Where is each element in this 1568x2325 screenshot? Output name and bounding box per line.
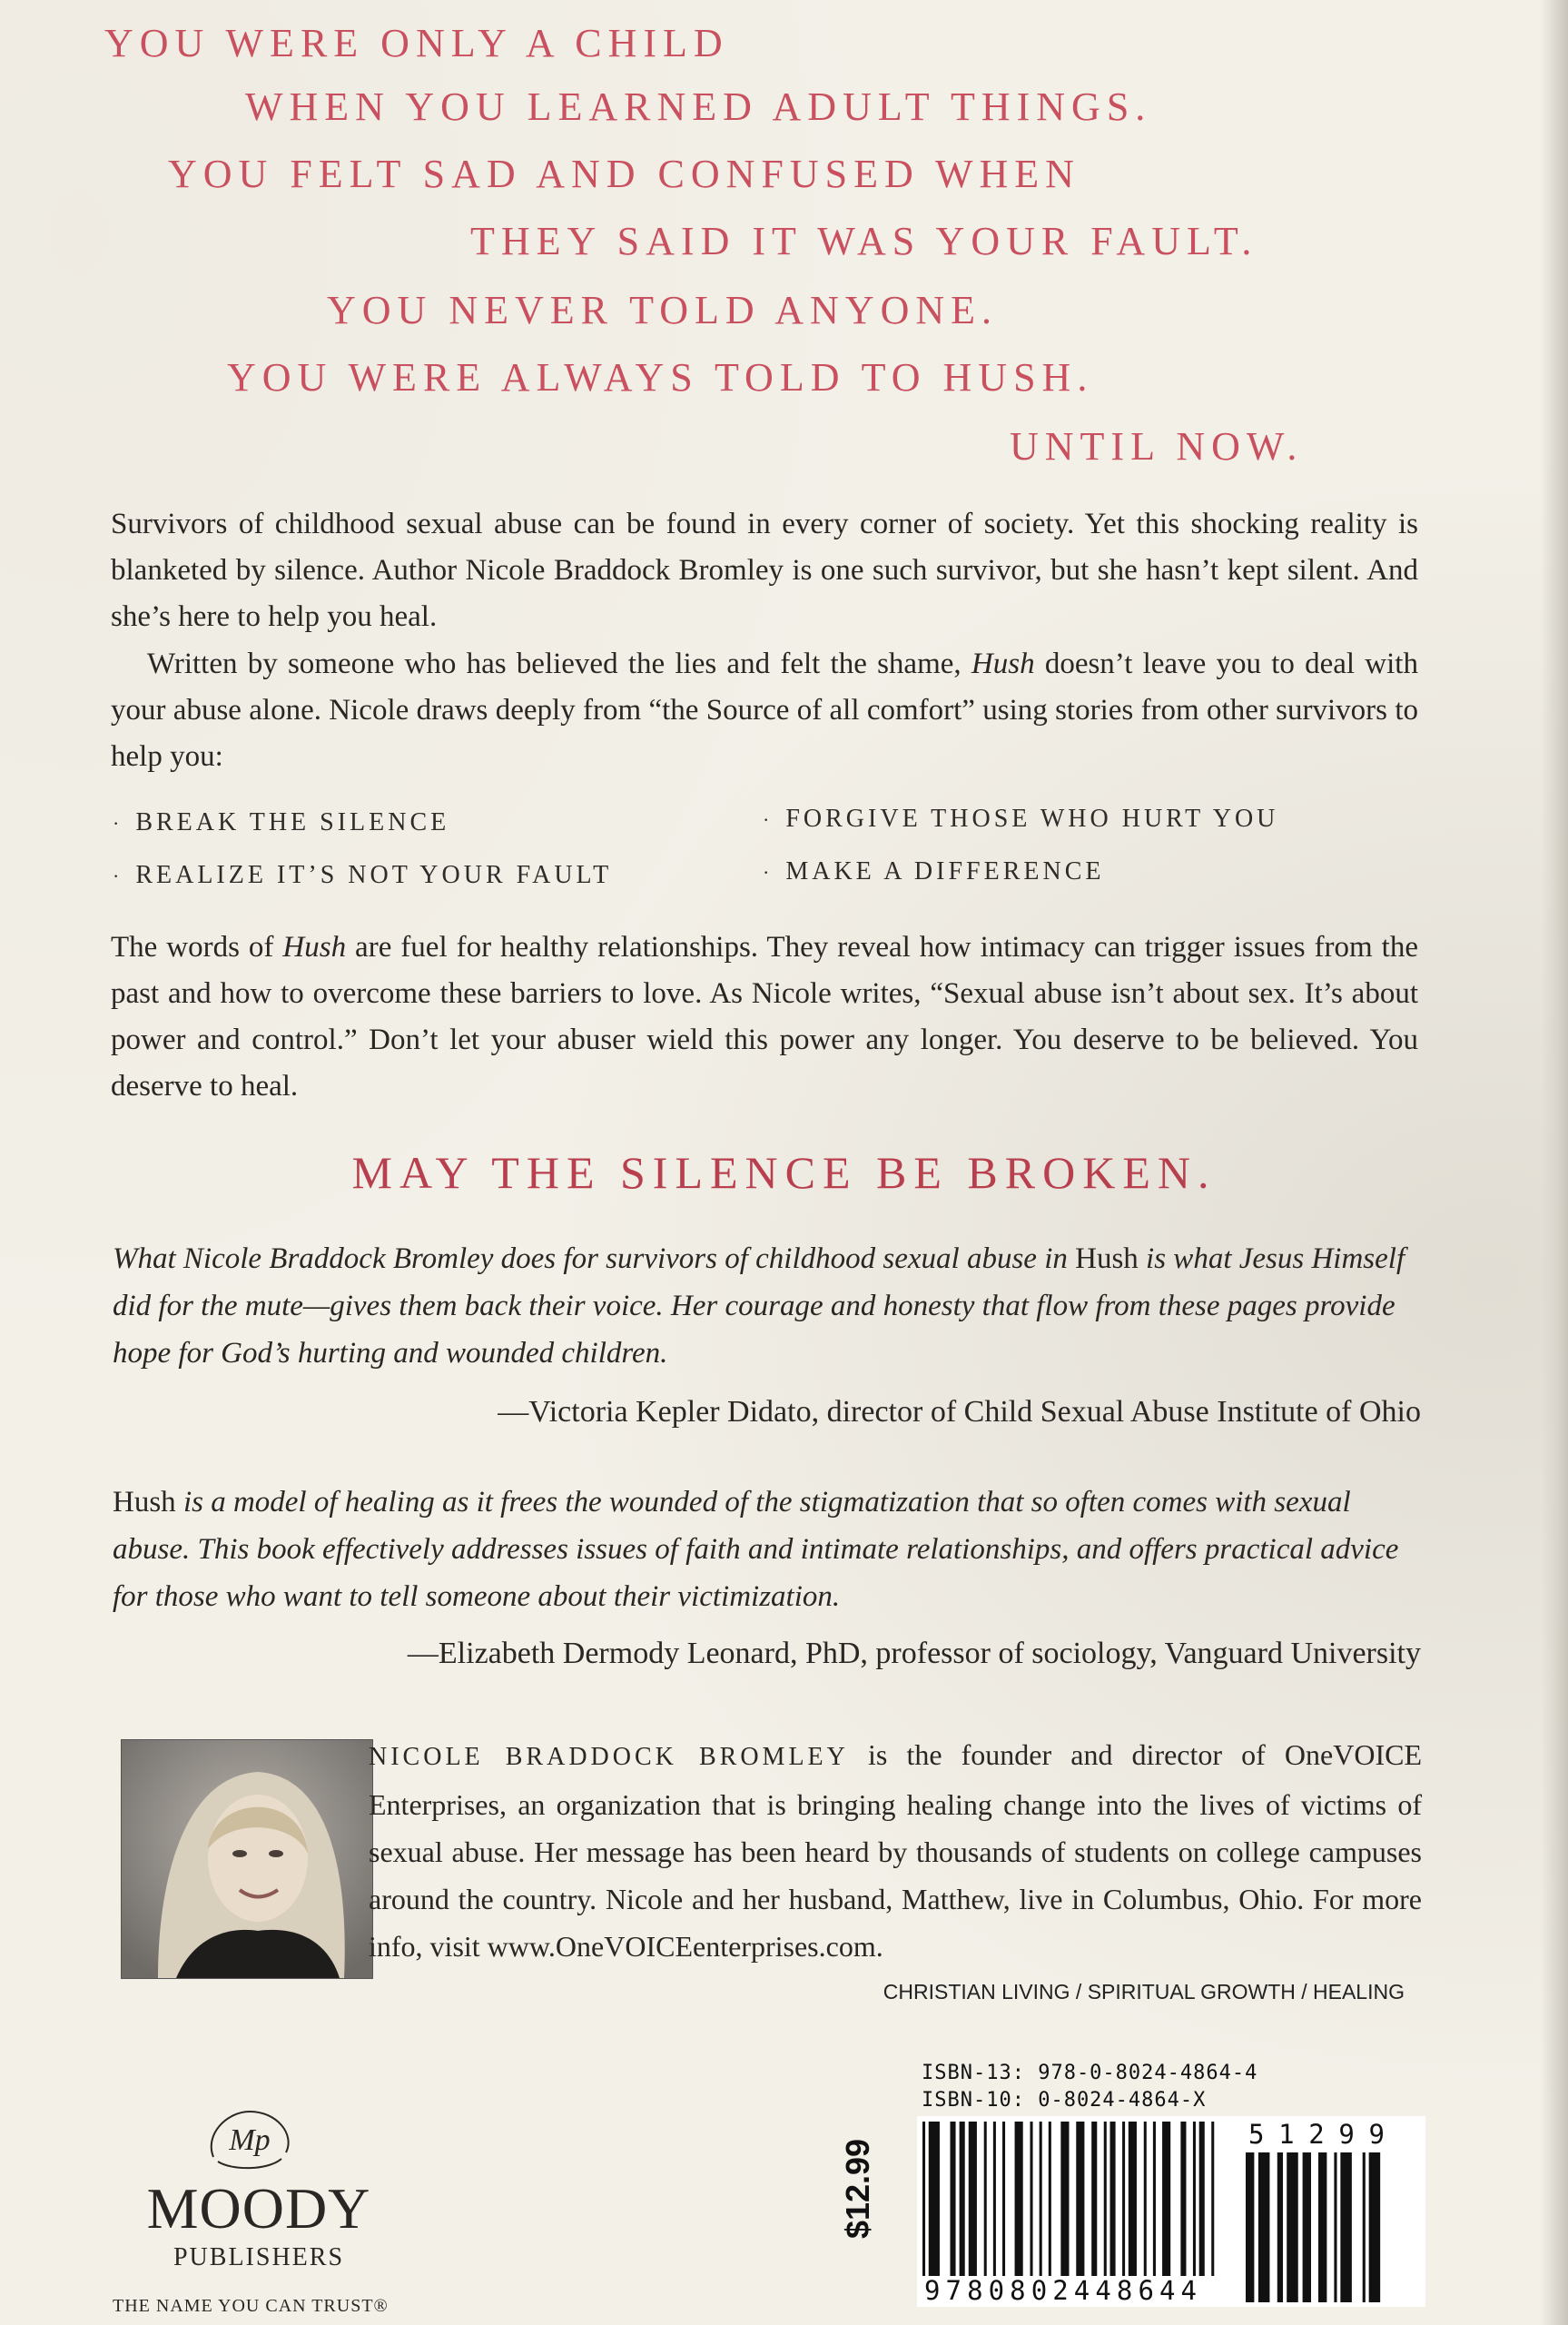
bullet-item: · BREAK THE SILENCE (113, 808, 450, 836)
endorsement-attribution: —Victoria Kepler Didato, director of Child Sexual Abuse Institute of Ohio (498, 1395, 1421, 1429)
barcode-bar (969, 2122, 977, 2276)
publisher-logo-icon (195, 2102, 304, 2179)
barcode-bar (1030, 2122, 1032, 2276)
barcode-bar (1153, 2122, 1156, 2276)
barcode-bar (1104, 2122, 1107, 2276)
barcode-bar (1369, 2152, 1381, 2302)
category-label: CHRISTIAN LIVING / SPIRITUAL GROWTH / HEALING (883, 1980, 1405, 2003)
book-title: Hush (282, 931, 347, 964)
publisher-name: MOODY (146, 2176, 371, 2241)
barcode-bar (1002, 2122, 1005, 2276)
barcode-bar (1258, 2152, 1270, 2302)
barcode-bar (1110, 2122, 1116, 2276)
bullet-item: · FORGIVE THOSE WHO HURT YOU (763, 805, 1279, 833)
endorsement-quote: What Nicole Braddock Bromley does for survivors of childhood sexual abuse in Hush is what Jesus Himself did for the mute—gives them back their voice. Her courage and honesty that flow from these pages provide hope for God’s hurting and wounded children. (113, 1242, 1405, 1370)
bullet-item: · MAKE A DIFFERENCE (763, 857, 1105, 885)
barcode-bar (1334, 2152, 1336, 2302)
barcode-bar (1193, 2122, 1196, 2276)
slogan: MAY THE SILENCE BE BROKEN. (351, 1147, 1217, 1198)
poem-line: THEY SAID IT WAS YOUR FAULT. (470, 219, 1258, 263)
barcode-bar (1318, 2152, 1326, 2302)
barcode-bar (1287, 2152, 1298, 2302)
barcode-bar (922, 2122, 925, 2276)
poem-line: YOU WERE ONLY A CHILD (104, 21, 729, 65)
barcode-bar (1363, 2152, 1366, 2302)
barcode-main-digits: 9780802448644 (924, 2275, 1197, 2306)
poem-line: WHEN YOU LEARNED ADULT THINGS. (245, 84, 1152, 129)
endorsement-quote: Hush is a model of healing as it frees the wounded of the stigmatization that so often comes with sexual abuse. This book effectively addresses issues of faith and intimate relationships, and offers practical advice for those who want to tell someone about their victimization. (113, 1486, 1399, 1613)
barcode-bar (1277, 2152, 1283, 2302)
barcode-bar (950, 2122, 955, 2276)
barcode-bar (1162, 2122, 1170, 2276)
barcode-bar (960, 2122, 965, 2276)
poem-line: YOU FELT SAD AND CONFUSED WHEN (168, 152, 1080, 196)
poem-line: UNTIL NOW. (1010, 424, 1304, 469)
barcode-bar (1040, 2122, 1042, 2276)
third-paragraph: The words of Hush are fuel for healthy relationships. They reveal how intimacy can trigger issues from the past and how to overcome these barriers to love. As Nicole writes, “Sexual abuse isn’t about sex. It’s about power and control.” Don’t let your abuser wield this power any longer. You deserve to be believed. You deserve to heal. (111, 931, 1418, 1103)
barcode-bar (1211, 2122, 1214, 2276)
second-paragraph: Written by someone who has believed the lies and felt the shame, Hush doesn’t leave you to deal with your abuse alone. Nicole draws deeply from “the Source of all comfort” using stories from other survivors to help you: (111, 648, 1418, 773)
poem-line: YOU NEVER TOLD ANYONE. (327, 288, 999, 332)
barcode-bar (1144, 2122, 1147, 2276)
author-photo (121, 1739, 373, 1979)
barcode-bar (1246, 2152, 1254, 2302)
barcode-bar (929, 2122, 940, 2276)
barcode-bar (1060, 2122, 1069, 2276)
barcode-addon-digits: 51299 (1248, 2119, 1385, 2150)
barcode (917, 2116, 1425, 2307)
publisher-tagline: THE NAME YOU CAN TRUST® (113, 2296, 389, 2316)
author-bio: NICOLE BRADDOCK BROMLEY is the founder and director of OneVOICE Enterprises, an organization that is bringing healing change into the lives of victims of sexual abuse. Her message has been heard by thousands of students on college campuses around the country. Nicole and her husband, Matthew, live in Columbus, Ohio. For more info, visit www.OneVOICEenterprises.com. (369, 1738, 1422, 1963)
barcode-bar (1049, 2122, 1051, 2276)
isbn10-label: ISBN-10: 0-8024-4864-X (922, 2089, 1207, 2112)
barcode-bar (984, 2122, 987, 2276)
barcode-bar (1199, 2122, 1205, 2276)
barcode-bar (1180, 2122, 1186, 2276)
barcode-bar (1076, 2122, 1084, 2276)
isbn13-label: ISBN-13: 978-0-8024-4864-4 (922, 2062, 1258, 2084)
poem-line: YOU WERE ALWAYS TOLD TO HUSH. (227, 355, 1094, 400)
publisher-subname: PUBLISHERS (173, 2243, 345, 2271)
barcode-bar (1122, 2122, 1125, 2276)
bullet-item: · REALIZE IT’S NOT YOUR FAULT (113, 861, 613, 889)
barcode-bar (1129, 2122, 1137, 2276)
barcode-bar (1303, 2152, 1311, 2302)
author-name: NICOLE BRADDOCK BROMLEY (369, 1743, 849, 1771)
barcode-bar (1015, 2122, 1023, 2276)
barcode-bar (1091, 2122, 1097, 2276)
intro-paragraph: Survivors of childhood sexual abuse can be found in every corner of society. Yet this shocking reality is blanketed by silence. Author Nicole Braddock Bromley is one such survivor, but she hasn’t kept silent. And she’s here to help you heal. (111, 508, 1418, 633)
publisher-monogram: Mp (229, 2123, 271, 2157)
barcode-bar (993, 2122, 996, 2276)
price-label: $12.99 (839, 2138, 877, 2240)
book-title: Hush (971, 648, 1035, 680)
barcode-bar (1340, 2152, 1352, 2302)
endorsement-attribution: —Elizabeth Dermody Leonard, PhD, professor of sociology, Vanguard University (407, 1637, 1421, 1670)
